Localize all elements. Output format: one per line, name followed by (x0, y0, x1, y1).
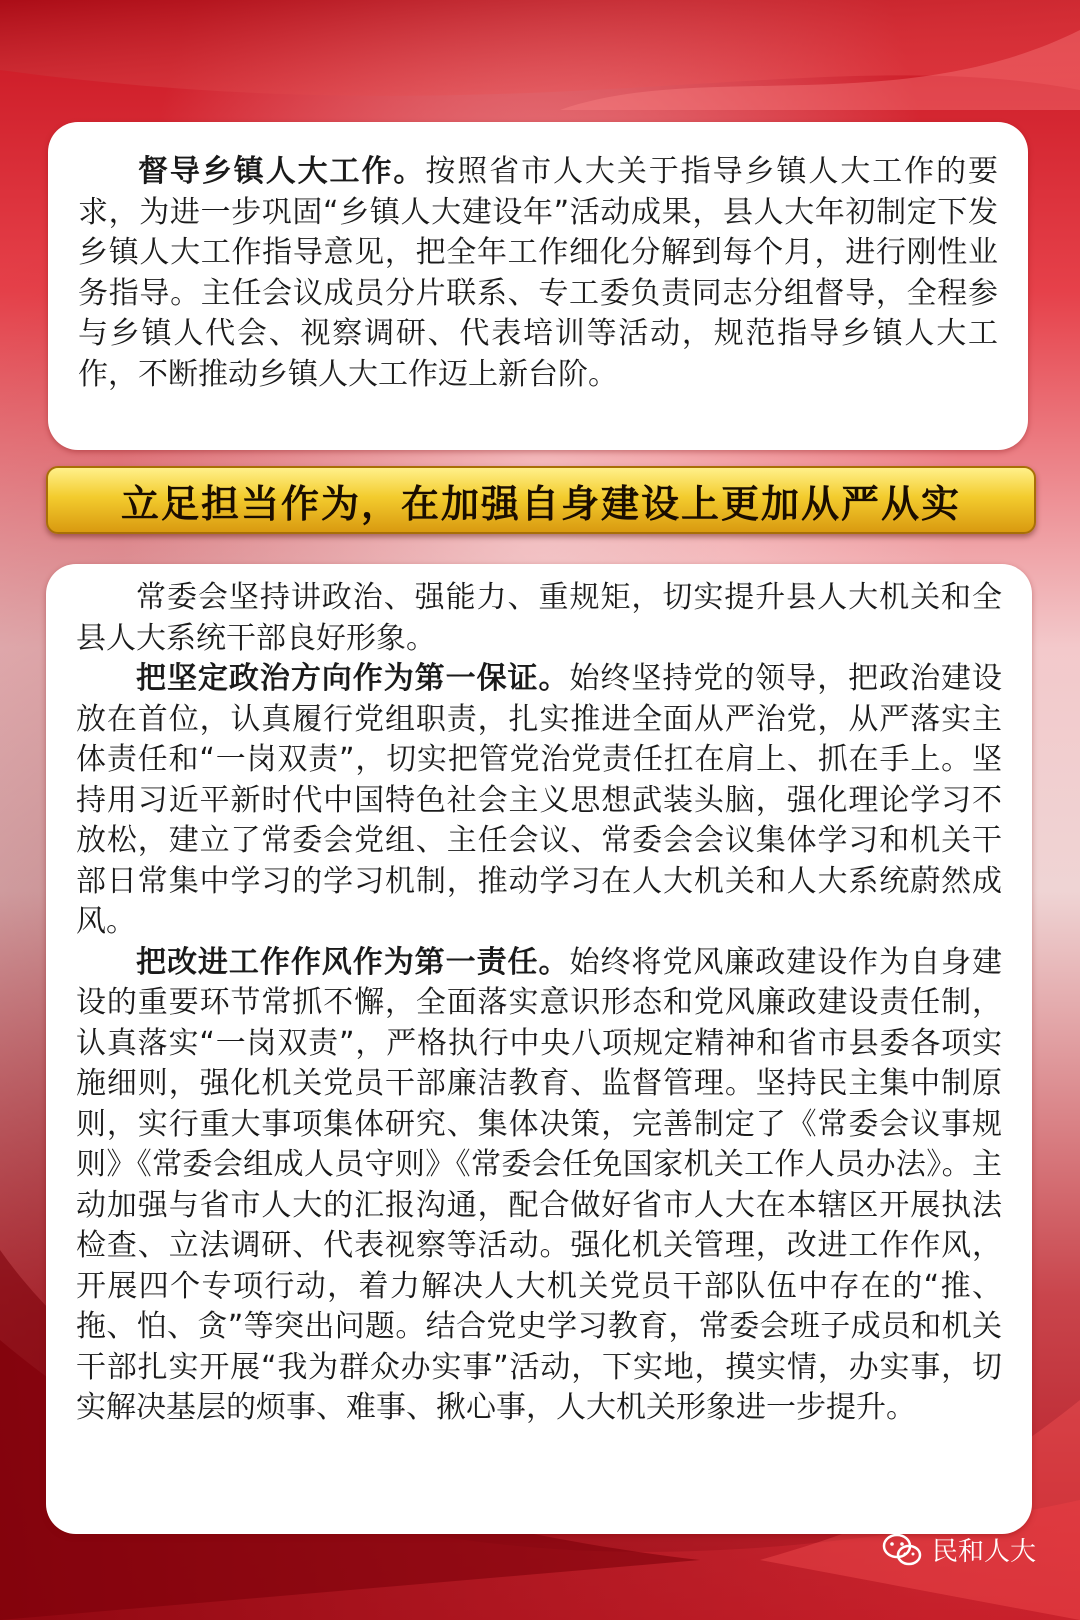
wechat-icon (882, 1533, 922, 1567)
paragraph-political (76, 659, 1002, 943)
body-township: 按照省市人大关于指导乡镇人大工作的要求，为进一步巩固“乡镇人大建设年”活动成果，县人大年初制定下发乡镇人大工作指导意见，把全年工作细化分解到每个月，进行刚性业务指导。主任会议成员分片联系、专工委负责同志分组督导，全程参与乡镇人代会、视察调研、代表培训等活动，规范指导乡镇人大工作，不断推动乡镇人大工作迈上新台阶。 (78, 154, 999, 392)
body-political: 始终坚持党的领导，把政治建设放在首位，认真履行党组职责，扎实推进全面从严治党，从严落实主体责任和“一岗双责”，切实把管党治党责任扛在肩上、抓在手上。坚持用习近平新时代中国特色社会主义思想武装头脑，强化理论学习不放松，建立了常委会党组、主任会议、常委会会议集体学习和机关干部日常集中学习的学习机制，推动学习在人大机关和人大系统蔚然成风。 (76, 661, 1003, 939)
watermark-label: 民和人大 (931, 1537, 1036, 1567)
section-banner (46, 466, 1036, 534)
lead-workstyle: 把改进工作作风作为第一责任。 (136, 944, 570, 980)
paragraph-workstyle (76, 943, 1002, 1429)
text-card-township (48, 122, 1028, 450)
body-workstyle: 始终将党风廉政建设作为自身建设的重要环节常抓不懈，全面落实意识形态和党风廉政建设责任制，认真落实“一岗双责”，严格执行中央八项规定精神和省市县委各项实施细则，强化机关党员干部廉洁教育、监督管理。坚持民主集中制原则，实行重大事项集体研究、集体决策，完善制定了《常委会议事规则》《常委会组成人员守则》《常委会任免国家机关工作人员办法》。主动加强与省市人大的汇报沟通，配合做好省市人大在本辖区开展执法检查、立法调研、代表视察等活动。强化机关管理，改进工作作风，开展四个专项行动，着力解决人大机关党员干部队伍中存在的“推、拖、怕、贪”等突出问题。结合党史学习教育，常委会班子成员和机关干部扎实开展“我为群众办实事”活动，下实地，摸实情，办实事，切实解决基层的烦事、难事、揪心事，人大机关形象进一步提升。 (76, 944, 1003, 1425)
paragraph-township (78, 152, 998, 395)
lead-political: 把坚定政治方向作为第一保证。 (136, 661, 570, 696)
account-watermark (882, 1531, 1036, 1568)
paragraph-intro: 常委会坚持讲政治、强能力、重规矩，切实提升县人大机关和全县人大系统干部良好形象。 (76, 580, 1002, 656)
lead-township: 督导乡镇人大工作。 (138, 154, 426, 189)
text-card-self-construction (46, 564, 1032, 1534)
banner-title: 立足担当作为，在加强自身建设上更加从严从实 (120, 481, 961, 526)
